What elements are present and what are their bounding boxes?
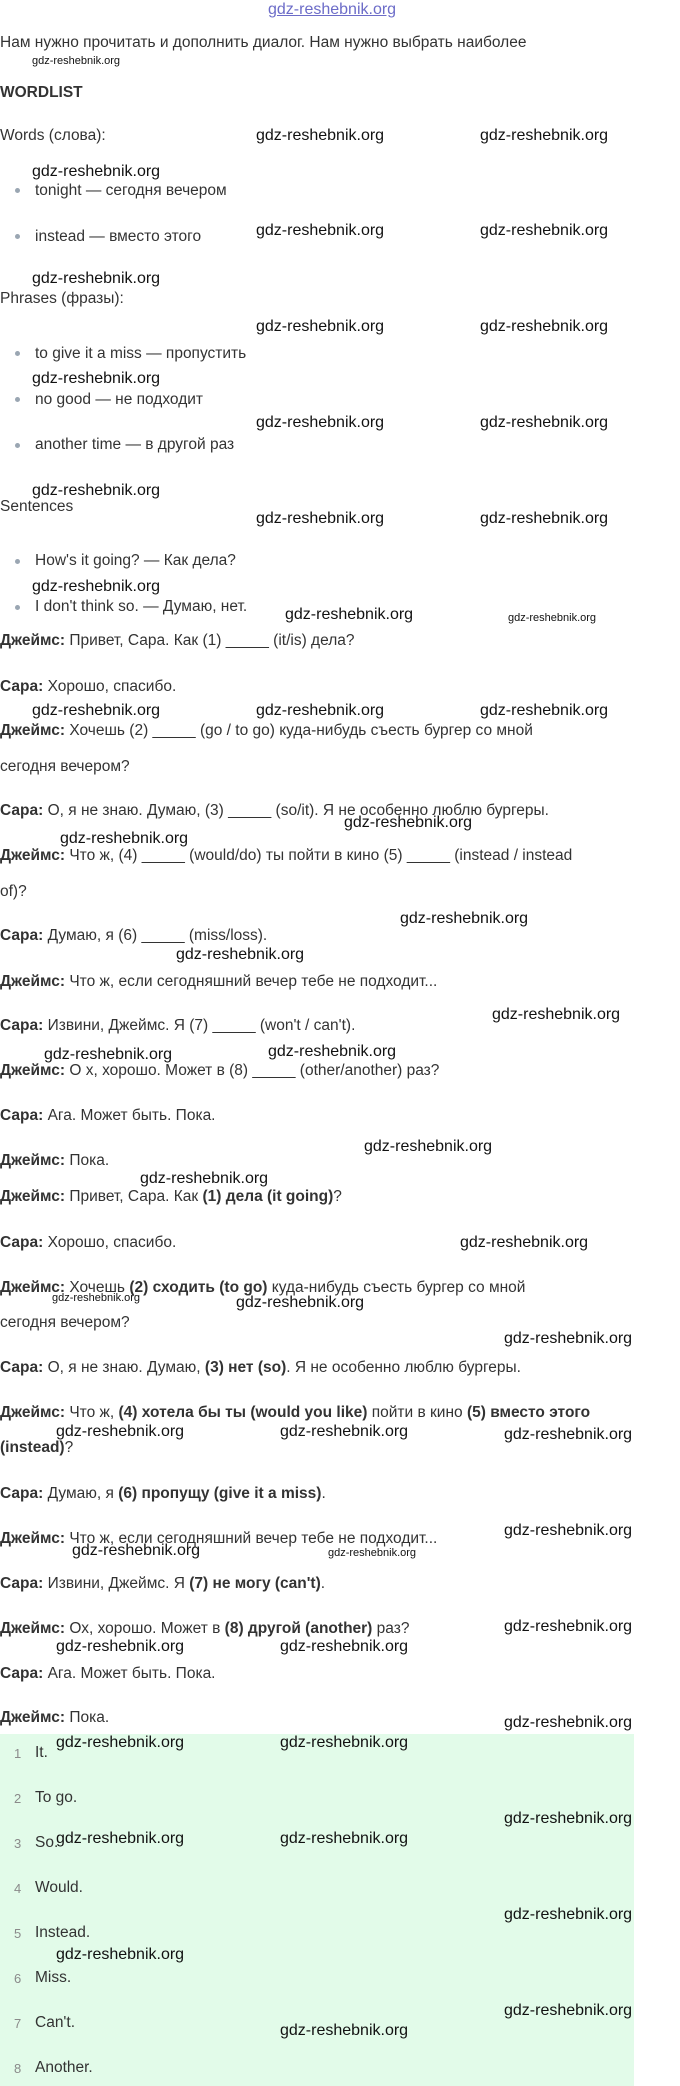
watermark: gdz-reshebnik.org (328, 1547, 417, 1559)
watermark: gdz-reshebnik.org (480, 127, 609, 144)
task-line: Сара: О, я не знаю. Думаю, (3) _____ (so/it). Я не особенно люблю бургеры. (0, 802, 549, 819)
solution-line: Сара: Извини, Джеймс. Я (7) не могу (can't). (0, 1575, 326, 1592)
answer-number: 6 (14, 1971, 22, 1986)
watermark: gdz-reshebnik.org (400, 910, 529, 927)
solution-line: Джеймс: Что ж, (4) хотела бы ты (would you like) пойти в кино (5) вместо этого (0, 1404, 591, 1421)
watermark: gdz-reshebnik.org (504, 1906, 633, 1923)
watermark: gdz-reshebnik.org (176, 946, 305, 963)
watermark: gdz-reshebnik.org (285, 606, 414, 623)
watermark: gdz-reshebnik.org (52, 1292, 141, 1304)
answer-number: 5 (14, 1926, 22, 1941)
answer-number: 4 (14, 1881, 22, 1896)
solution-line: Джеймс: Привет, Сара. Как (1) дела (it going)? (0, 1188, 342, 1205)
watermark: gdz-reshebnik.org (56, 1830, 185, 1847)
task-line: Сара: Думаю, я (6) _____ (miss/loss). (0, 927, 268, 944)
watermark: gdz-reshebnik.org (280, 2022, 409, 2039)
sentence-item: I don't think so. — Думаю, нет. (35, 598, 248, 615)
watermark: gdz-reshebnik.org (268, 1043, 397, 1060)
answer-text: Would. (35, 1879, 83, 1896)
watermark: gdz-reshebnik.org (56, 1946, 185, 1963)
task-line: сегодня вечером? (0, 758, 130, 775)
watermark: gdz-reshebnik.org (236, 1294, 365, 1311)
answer-number: 7 (14, 2016, 22, 2031)
solution-line: Джеймс: Ох, хорошо. Может в (8) другой (another) раз? (0, 1620, 410, 1637)
watermark: gdz-reshebnik.org (56, 1734, 185, 1751)
solution-line: Джеймс: Хочешь (2) сходить (to go) куда-нибудь съесть бургер со мной (0, 1279, 526, 1296)
answer-text: It. (35, 1744, 48, 1761)
wordlist-title: WORDLIST (0, 84, 83, 101)
task-line: Джеймс: О х, хорошо. Может в (8) _____ (other/another) раз? (0, 1062, 440, 1079)
task-line: of)? (0, 883, 27, 900)
watermark: gdz-reshebnik.org (460, 1234, 589, 1251)
watermark: gdz-reshebnik.org (280, 1734, 409, 1751)
watermark: gdz-reshebnik.org (56, 1423, 185, 1440)
solution-line: Сара: О, я не знаю. Думаю, (3) нет (so). Я не особенно люблю бургеры. (0, 1359, 521, 1376)
bullet (15, 188, 20, 193)
watermark: gdz-reshebnik.org (504, 2002, 633, 2019)
watermark: gdz-reshebnik.org (256, 414, 385, 431)
watermark: gdz-reshebnik.org (480, 414, 609, 431)
watermark: gdz-reshebnik.org (280, 1830, 409, 1847)
task-line: Сара: Извини, Джеймс. Я (7) _____ (won't / can't). (0, 1017, 356, 1034)
watermark: gdz-reshebnik.org (256, 702, 385, 719)
watermark: gdz-reshebnik.org (32, 702, 161, 719)
solution-line: Джеймс: Пока. (0, 1709, 110, 1726)
bullet (15, 234, 20, 239)
watermark: gdz-reshebnik.org (256, 127, 385, 144)
task-line: Джеймс: Пока. (0, 1152, 110, 1169)
solution-line: Сара: Думаю, я (6) пропущу (give it a miss). (0, 1485, 326, 1502)
watermark: gdz-reshebnik.org (280, 1423, 409, 1440)
answer-text: To go. (35, 1789, 78, 1806)
solution-line: Сара: Ага. Может быть. Пока. (0, 1665, 216, 1682)
word-item: tonight — сегодня вечером (35, 182, 227, 199)
answer-number: 8 (14, 2061, 22, 2076)
answer-number: 1 (14, 1746, 22, 1761)
sentence-item: How's it going? — Как дела? (35, 552, 236, 569)
watermark: gdz-reshebnik.org (480, 222, 609, 239)
solution-line: Джеймс: Что ж, если сегодняшний вечер тебе не подходит... (0, 1530, 438, 1547)
watermark: gdz-reshebnik.org (32, 270, 161, 287)
watermark: gdz-reshebnik.org (32, 55, 121, 67)
phrase-item: no good — не подходит (35, 391, 204, 408)
watermark: gdz-reshebnik.org (44, 1046, 173, 1063)
site-header-link[interactable]: gdz-reshebnik.org (268, 1, 397, 18)
solution-line: сегодня вечером? (0, 1314, 130, 1331)
watermark: gdz-reshebnik.org (504, 1330, 633, 1347)
watermark: gdz-reshebnik.org (256, 318, 385, 335)
watermark: gdz-reshebnik.org (504, 1522, 633, 1539)
task-line: Джеймс: Что ж, если сегодняшний вечер тебе не подходит... (0, 973, 438, 990)
watermark: gdz-reshebnik.org (32, 163, 161, 180)
watermark: gdz-reshebnik.org (344, 814, 473, 831)
solution-line: (instead)? (0, 1439, 74, 1456)
sentences-title: Sentences (0, 498, 74, 515)
watermark: gdz-reshebnik.org (480, 702, 609, 719)
task-line: Джеймс: Что ж, (4) _____ (would/do) ты пойти в кино (5) _____ (instead / instead (0, 847, 573, 864)
task-line: Джеймс: Хочешь (2) _____ (go / to go) куда-нибудь съесть бургер со мной (0, 722, 533, 739)
watermark: gdz-reshebnik.org (256, 510, 385, 527)
watermark: gdz-reshebnik.org (504, 1618, 633, 1635)
phrase-item: to give it a miss — пропустить (35, 345, 247, 362)
intro-text: Нам нужно прочитать и дополнить диалог. Нам нужно выбрать наиболее (0, 34, 527, 51)
watermark: gdz-reshebnik.org (364, 1138, 493, 1155)
solution-line: Сара: Хорошо, спасибо. (0, 1234, 177, 1251)
watermark: gdz-reshebnik.org (480, 318, 609, 335)
answer-text: Miss. (35, 1969, 72, 1986)
bullet (15, 397, 20, 402)
watermark: gdz-reshebnik.org (256, 222, 385, 239)
watermark: gdz-reshebnik.org (72, 1542, 201, 1559)
watermark: gdz-reshebnik.org (32, 578, 161, 595)
answer-text: Instead. (35, 1924, 91, 1941)
bullet (15, 605, 20, 610)
task-line: Сара: Хорошо, спасибо. (0, 678, 177, 695)
answer-text: Another. (35, 2059, 93, 2076)
task-line: Джеймс: Привет, Сара. Как (1) _____ (it/is) дела? (0, 632, 355, 649)
watermark: gdz-reshebnik.org (60, 830, 189, 847)
phrases-title: Phrases (фразы): (0, 290, 124, 307)
watermark: gdz-reshebnik.org (140, 1170, 269, 1187)
watermark: gdz-reshebnik.org (508, 612, 597, 624)
words-title: Words (слова): (0, 127, 106, 144)
watermark: gdz-reshebnik.org (480, 510, 609, 527)
answer-number: 2 (14, 1791, 22, 1806)
bullet (15, 351, 20, 356)
watermark: gdz-reshebnik.org (56, 1638, 185, 1655)
watermark: gdz-reshebnik.org (32, 370, 161, 387)
task-line: Сара: Ага. Может быть. Пока. (0, 1107, 216, 1124)
answer-text: So. (35, 1834, 59, 1851)
watermark: gdz-reshebnik.org (32, 482, 161, 499)
answer-text: Can't. (35, 2014, 76, 2031)
phrase-item: another time — в другой раз (35, 436, 235, 453)
watermark: gdz-reshebnik.org (504, 1810, 633, 1827)
word-item: instead — вместо этого (35, 228, 202, 245)
watermark: gdz-reshebnik.org (504, 1426, 633, 1443)
watermark: gdz-reshebnik.org (492, 1006, 621, 1023)
watermark: gdz-reshebnik.org (504, 1714, 633, 1731)
watermark: gdz-reshebnik.org (280, 1638, 409, 1655)
bullet (15, 443, 20, 448)
answer-number: 3 (14, 1836, 22, 1851)
bullet (15, 559, 20, 564)
